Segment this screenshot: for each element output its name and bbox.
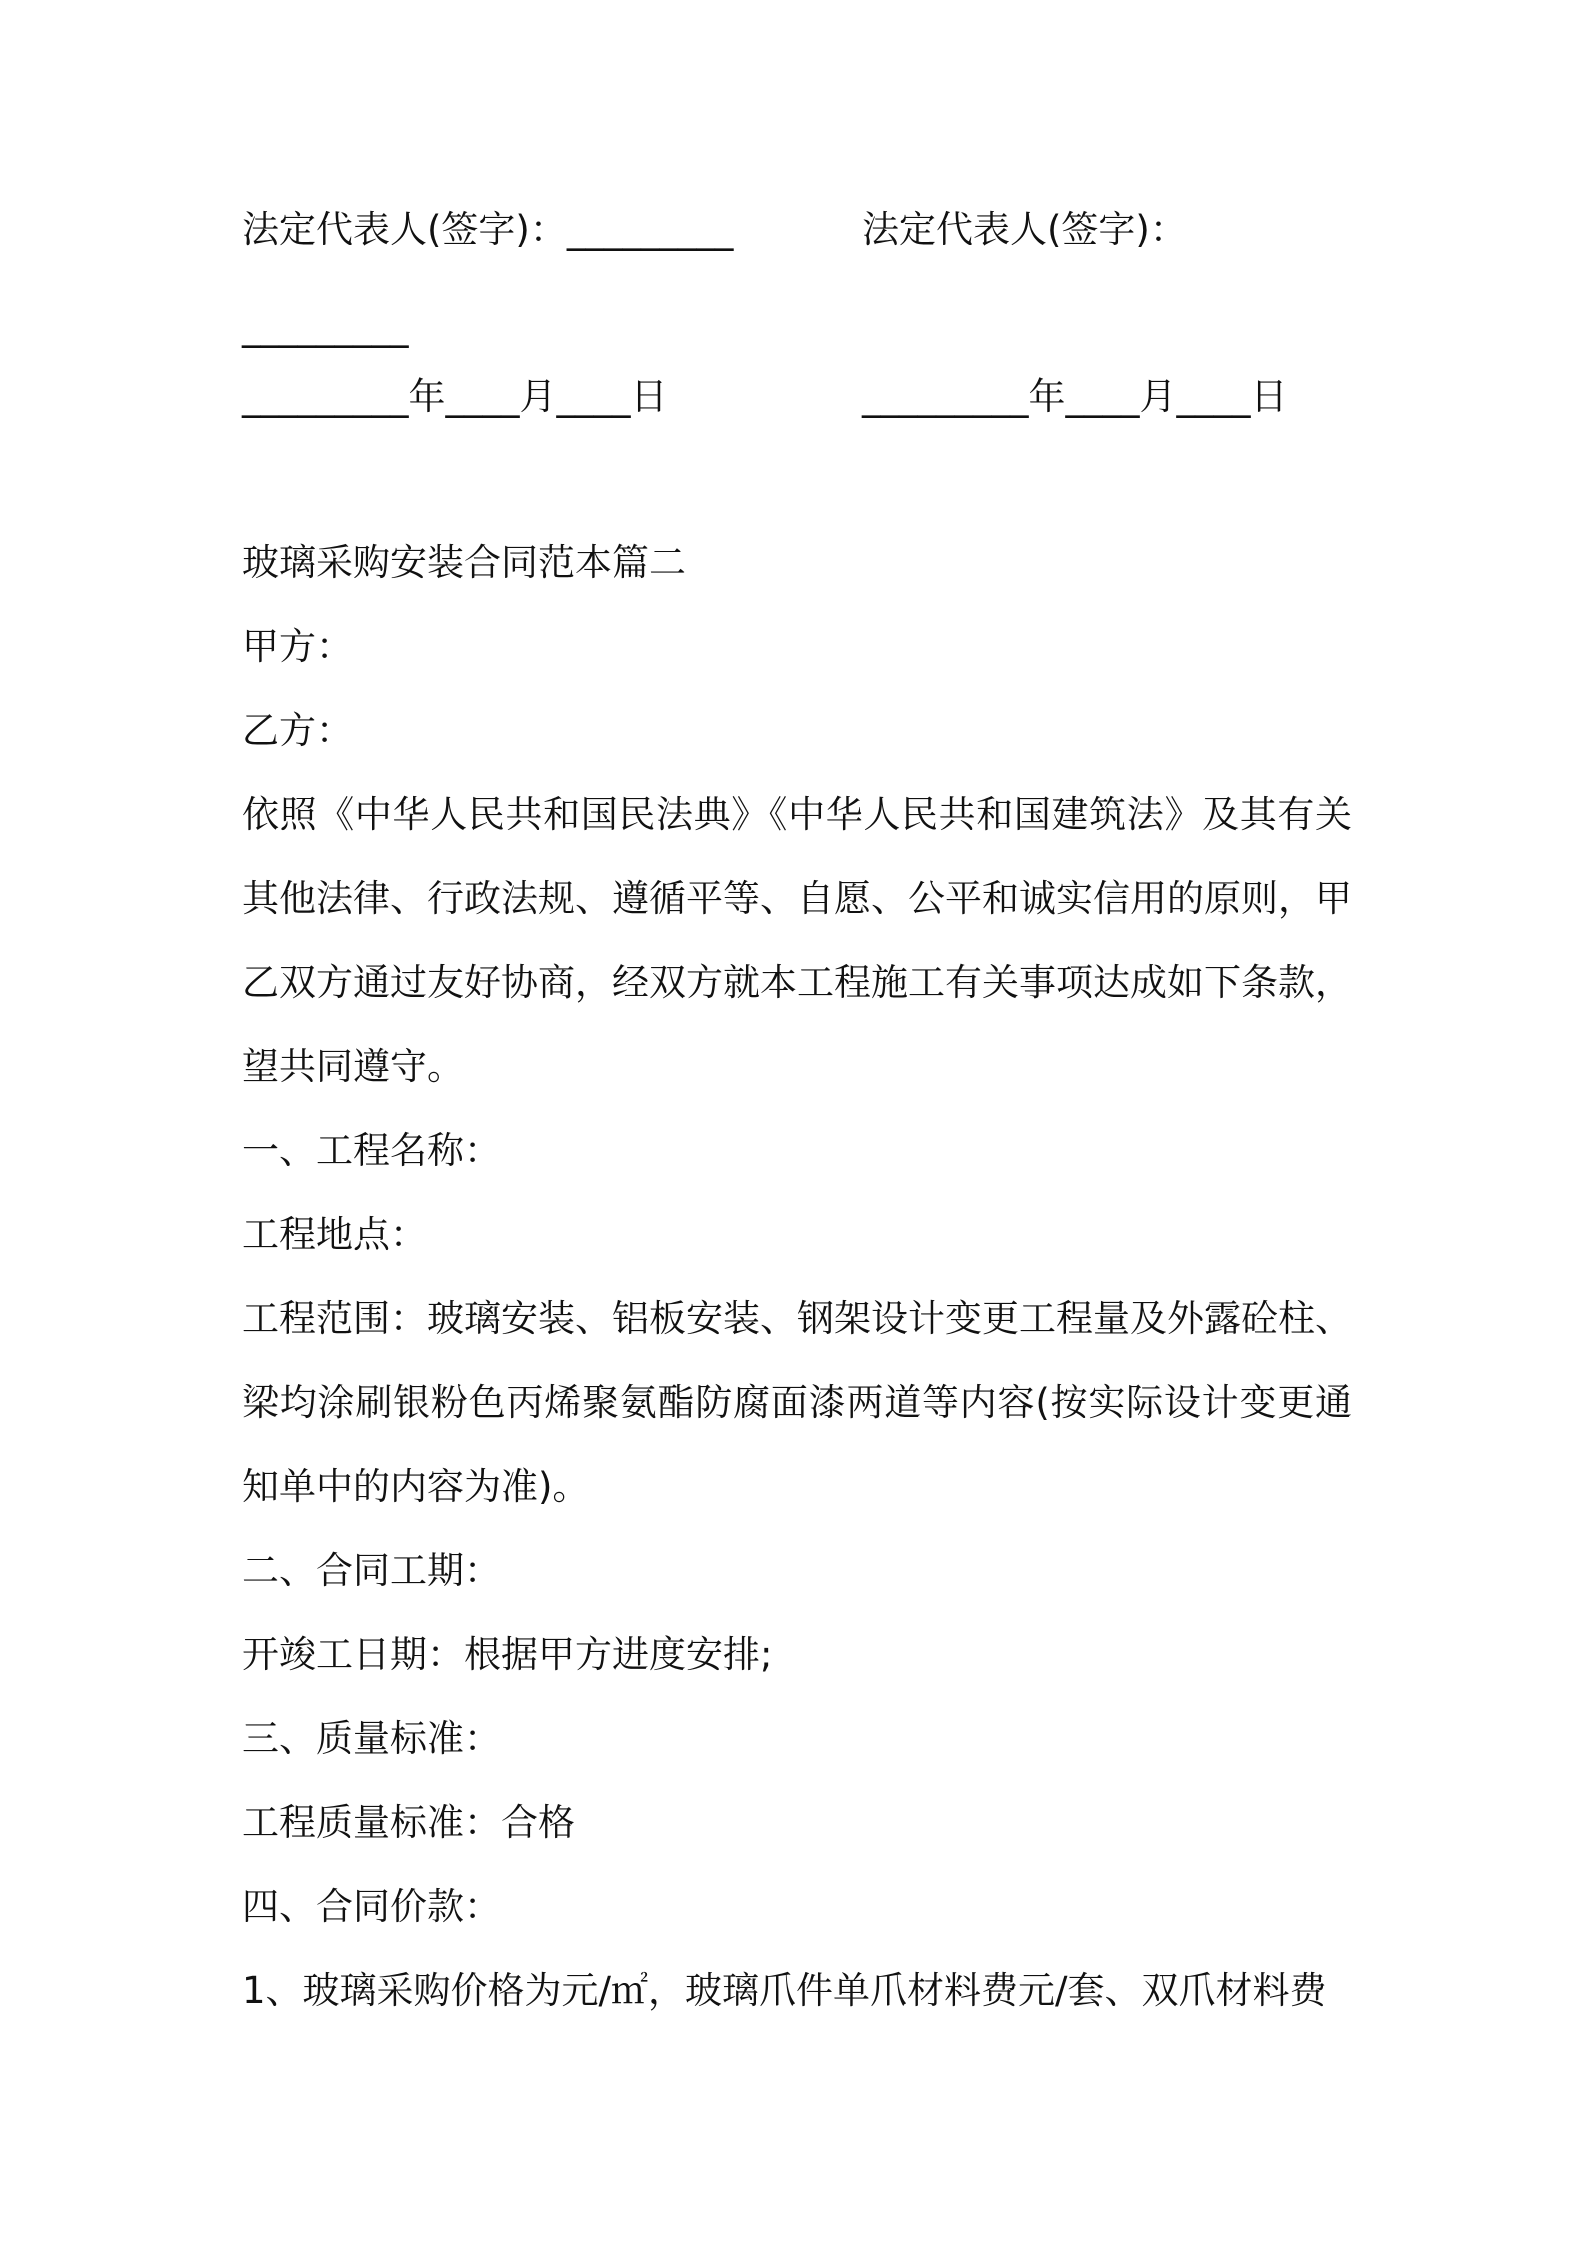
section-title: 玻璃采购安装合同范本篇二	[242, 541, 686, 584]
item4-title: 四、合同价款：	[242, 1885, 501, 1928]
item1-scope-line-3: 知单中的内容为准)。	[242, 1465, 590, 1508]
item1-scope-line-1: 工程范围：玻璃安装、铝板安装、钢架设计变更工程量及外露砼柱、	[242, 1297, 1352, 1340]
left-date-line: _________年____月____日	[242, 375, 668, 418]
item2-dates: 开竣工日期：根据甲方进度安排;	[242, 1633, 773, 1676]
item1-title: 一、工程名称：	[242, 1129, 501, 1172]
right-date-line: _________年____月____日	[862, 375, 1288, 418]
item3-title: 三、质量标准：	[242, 1717, 501, 1760]
left-signature-label: 法定代表人(签字)：_________	[242, 208, 734, 251]
intro-line-4: 望共同遵守。	[242, 1045, 464, 1088]
party-a: 甲方：	[242, 625, 353, 668]
item1-location: 工程地点：	[242, 1213, 427, 1256]
right-signature-label: 法定代表人(签字)：	[862, 208, 1187, 251]
intro-line-3: 乙双方通过友好协商，经双方就本工程施工有关事项达成如下条款，	[242, 961, 1352, 1004]
item3-standard: 工程质量标准：合格	[242, 1801, 575, 1844]
item4-price-line: 1、玻璃采购价格为元/㎡，玻璃爪件单爪材料费元/套、双爪材料费	[242, 1969, 1327, 2012]
intro-line-1: 依照《中华人民共和国民法典》《中华人民共和国建筑法》及其有关	[242, 793, 1352, 836]
party-b: 乙方：	[242, 709, 353, 752]
item2-title: 二、合同工期：	[242, 1549, 501, 1592]
item1-scope-line-2: 梁均涂刷银粉色丙烯聚氨酯防腐面漆两道等内容(按实际设计变更通	[242, 1381, 1352, 1424]
left-signature-line: _________	[242, 305, 409, 348]
intro-line-2: 其他法律、行政法规、遵循平等、自愿、公平和诚实信用的原则，甲	[242, 877, 1352, 920]
